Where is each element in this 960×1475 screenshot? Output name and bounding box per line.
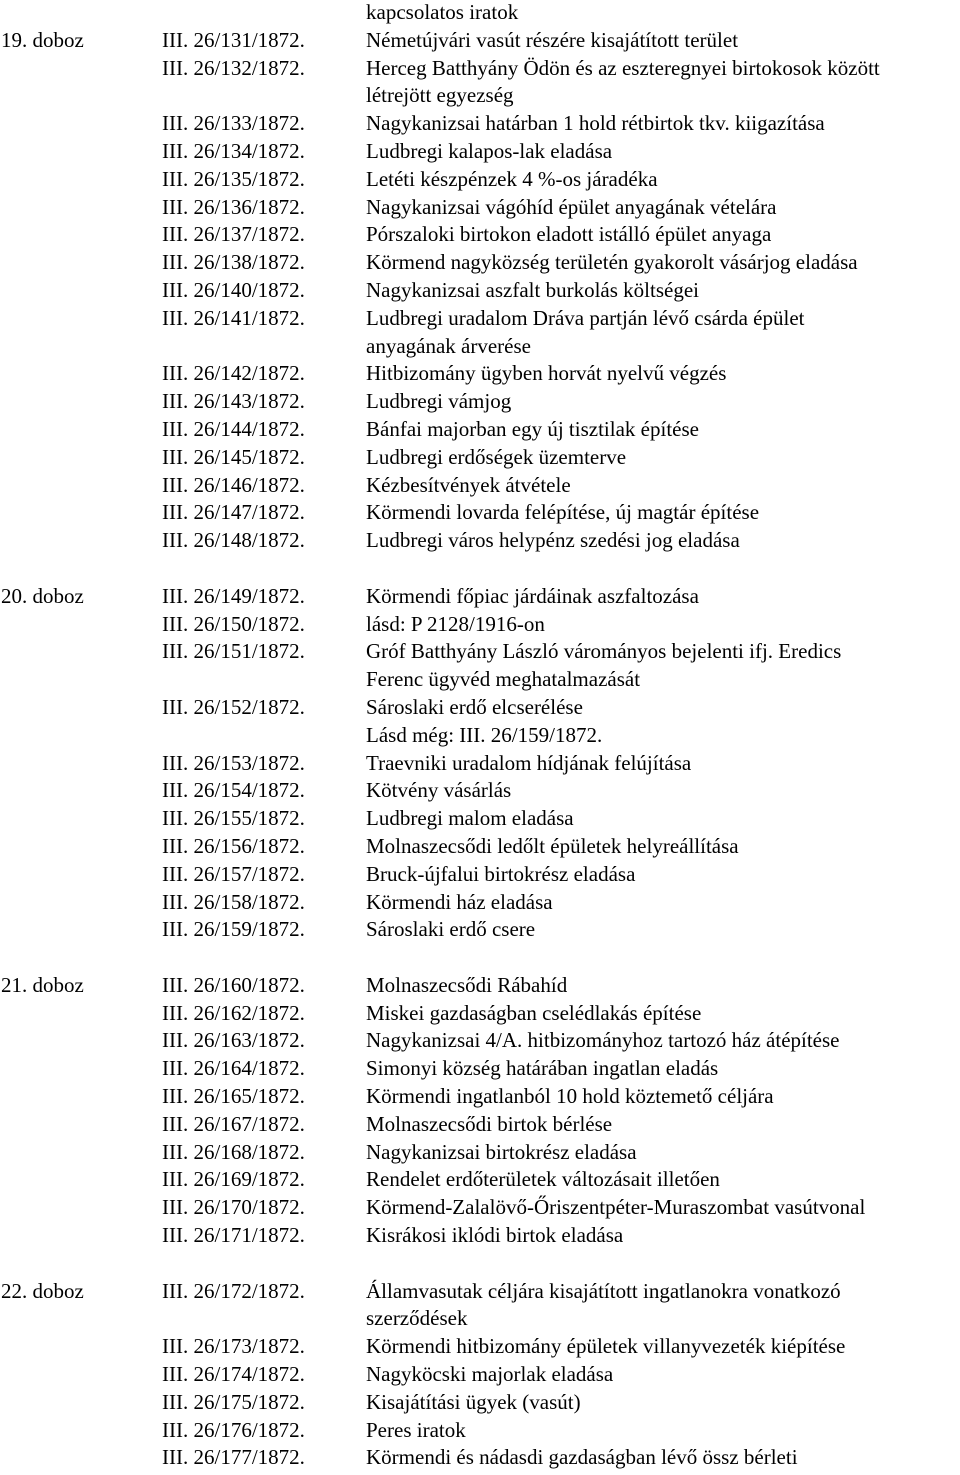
inventory-row <box>0 583 960 611</box>
reference-number: III. 26/162/1872. <box>162 1000 305 1025</box>
inventory-row <box>0 138 960 166</box>
reference-number: III. 26/172/1872. <box>162 1278 305 1303</box>
inventory-row <box>0 194 960 222</box>
reference-number: III. 26/149/1872. <box>162 583 305 608</box>
inventory-row <box>0 1389 960 1417</box>
record-description: Pórszaloki birtokon eladott istálló épület anyaga <box>366 222 772 247</box>
inventory-row <box>0 1027 960 1055</box>
record-description: Simonyi község határában ingatlan eladás <box>366 1056 719 1081</box>
inventory-row <box>0 527 960 555</box>
reference-number: III. 26/152/1872. <box>162 694 305 719</box>
record-description: Ludbregi uradalom Dráva partján lévő csárda épület <box>366 305 805 330</box>
inventory-row <box>0 277 960 305</box>
reference-number: III. 26/134/1872. <box>162 138 305 163</box>
record-description: Molnaszecsődi birtok bérlése <box>366 1111 613 1136</box>
reference-number: III. 26/141/1872. <box>162 305 305 330</box>
record-description: Traevniki uradalom hídjának felújítása <box>366 750 692 775</box>
record-description: Nagyköcski majorlak eladása <box>366 1362 614 1387</box>
record-description: Herceg Batthyány Ödön és az eszteregnyei birtokosok között <box>366 55 880 80</box>
reference-number: III. 26/135/1872. <box>162 166 305 191</box>
record-description: Körmendi ház eladása <box>366 889 553 914</box>
reference-number: III. 26/148/1872. <box>162 528 305 553</box>
inventory-row <box>0 221 960 249</box>
record-description: Molnaszecsődi Rábahíd <box>366 972 568 997</box>
inventory-row <box>0 833 960 861</box>
inventory-row <box>0 972 960 1000</box>
record-description: Hitbizomány ügyben horvát nyelvű végzés <box>366 361 727 386</box>
inventory-row <box>0 1278 960 1306</box>
inventory-row <box>0 1444 960 1472</box>
inventory-row <box>0 1222 960 1250</box>
inventory-row <box>0 1361 960 1389</box>
box-number: 21. doboz <box>1 972 84 997</box>
reference-number: III. 26/174/1872. <box>162 1362 305 1387</box>
record-description: létrejött egyezség <box>366 83 514 108</box>
box-number: 22. doboz <box>1 1278 84 1303</box>
reference-number: III. 26/131/1872. <box>162 27 305 52</box>
reference-number: III. 26/144/1872. <box>162 416 305 441</box>
box-number: 19. doboz <box>1 27 84 52</box>
box-number: 20. doboz <box>1 583 84 608</box>
reference-number: III. 26/143/1872. <box>162 389 305 414</box>
record-description: Körmend-Zalalövő-Őriszentpéter-Muraszombat vasútvonal <box>366 1195 866 1220</box>
inventory-row <box>0 861 960 889</box>
record-description: Körmendi főpiac járdáinak aszfaltozása <box>366 583 699 608</box>
record-description: Sároslaki erdő csere <box>366 917 536 942</box>
record-description: Körmend nagyközség területén gyakorolt vásárjog eladása <box>366 250 858 275</box>
record-description: lásd: P 2128/1916-on <box>366 611 545 636</box>
record-description: Kisrákosi iklódi birtok eladása <box>366 1223 624 1248</box>
record-description: Gróf Batthyány László várományos bejelenti ifj. Eredics <box>366 639 842 664</box>
record-description: anyagának árverése <box>366 333 531 358</box>
inventory-row <box>0 1417 960 1445</box>
record-description: Ludbregi város helypénz szedési jog eladása <box>366 528 740 553</box>
reference-number: III. 26/169/1872. <box>162 1167 305 1192</box>
inventory-row <box>0 472 960 500</box>
record-description: Kötvény vásárlás <box>366 778 512 803</box>
reference-number: III. 26/142/1872. <box>162 361 305 386</box>
inventory-row <box>0 27 960 55</box>
inventory-row <box>0 0 960 27</box>
inventory-row <box>0 1000 960 1028</box>
record-description: Kisajátítási ügyek (vasút) <box>366 1389 581 1414</box>
reference-number: III. 26/140/1872. <box>162 277 305 302</box>
record-description: Nagykanizsai birtokrész eladása <box>366 1139 637 1164</box>
record-description: Németújvári vasút részére kisajátított terület <box>366 27 739 52</box>
reference-number: III. 26/138/1872. <box>162 250 305 275</box>
reference-number: III. 26/176/1872. <box>162 1417 305 1442</box>
reference-number: III. 26/137/1872. <box>162 222 305 247</box>
inventory-row <box>0 1139 960 1167</box>
inventory-row <box>0 499 960 527</box>
record-description: Peres iratok <box>366 1417 466 1442</box>
inventory-row <box>0 638 960 666</box>
record-description: Bánfai majorban egy új tisztilak építése <box>366 416 699 441</box>
inventory-row <box>0 750 960 778</box>
reference-number: III. 26/168/1872. <box>162 1139 305 1164</box>
record-description: Államvasutak céljára kisajátított ingatlanokra vonatkozó <box>366 1278 841 1303</box>
inventory-row <box>0 110 960 138</box>
record-description: Körmendi ingatlanból 10 hold köztemető céljára <box>366 1084 774 1109</box>
record-description: Kézbesítvények átvétele <box>366 472 571 497</box>
inventory-row <box>0 360 960 388</box>
reference-number: III. 26/173/1872. <box>162 1334 305 1359</box>
reference-number: III. 26/146/1872. <box>162 472 305 497</box>
reference-number: III. 26/136/1872. <box>162 194 305 219</box>
record-description: Molnaszecsődi ledőlt épületek helyreállítása <box>366 833 739 858</box>
inventory-row <box>0 889 960 917</box>
inventory-row <box>0 777 960 805</box>
inventory-row <box>0 249 960 277</box>
inventory-row <box>0 444 960 472</box>
record-description: Letéti készpénzek 4 %-os járadéka <box>366 166 658 191</box>
inventory-row <box>0 305 960 333</box>
record-description: Sároslaki erdő elcserélése <box>366 694 583 719</box>
inventory-row <box>0 1083 960 1111</box>
inventory-row <box>0 1305 960 1333</box>
section-spacer <box>0 944 960 972</box>
record-description: Lásd még: III. 26/159/1872. <box>366 722 603 747</box>
record-description: Nagykanizsai aszfalt burkolás költségei <box>366 277 699 302</box>
reference-number: III. 26/167/1872. <box>162 1111 305 1136</box>
reference-number: III. 26/171/1872. <box>162 1223 305 1248</box>
reference-number: III. 26/132/1872. <box>162 55 305 80</box>
record-description: Miskei gazdaságban cselédlakás építése <box>366 1000 702 1025</box>
record-description: Körmendi és nádasdi gazdaságban lévő össz bérleti <box>366 1445 798 1470</box>
record-description: Ludbregi erdőségek üzemterve <box>366 444 627 469</box>
reference-number: III. 26/154/1872. <box>162 778 305 803</box>
reference-number: III. 26/165/1872. <box>162 1084 305 1109</box>
reference-number: III. 26/153/1872. <box>162 750 305 775</box>
inventory-row <box>0 611 960 639</box>
inventory-row <box>0 1166 960 1194</box>
reference-number: III. 26/175/1872. <box>162 1389 305 1414</box>
inventory-row <box>0 722 960 750</box>
inventory-row <box>0 166 960 194</box>
inventory-row <box>0 1194 960 1222</box>
reference-number: III. 26/177/1872. <box>162 1445 305 1470</box>
record-description: Ludbregi vámjog <box>366 389 512 414</box>
record-description: Rendelet erdőterületek változásait illetően <box>366 1167 720 1192</box>
reference-number: III. 26/160/1872. <box>162 972 305 997</box>
inventory-row <box>0 1055 960 1083</box>
record-description: kapcsolatos iratok <box>366 0 519 24</box>
reference-number: III. 26/156/1872. <box>162 833 305 858</box>
inventory-row <box>0 805 960 833</box>
reference-number: III. 26/163/1872. <box>162 1028 305 1053</box>
inventory-row <box>0 333 960 361</box>
record-description: szerződések <box>366 1306 468 1331</box>
reference-number: III. 26/157/1872. <box>162 861 305 886</box>
record-description: Nagykanizsai határban 1 hold rétbirtok tkv. kiigazítása <box>366 111 825 136</box>
record-description: Ludbregi malom eladása <box>366 806 574 831</box>
reference-number: III. 26/159/1872. <box>162 917 305 942</box>
record-description: Ferenc ügyvéd meghatalmazását <box>366 667 641 692</box>
section-spacer <box>0 1250 960 1278</box>
inventory-row <box>0 694 960 722</box>
inventory-row <box>0 1111 960 1139</box>
inventory-row <box>0 1333 960 1361</box>
reference-number: III. 26/158/1872. <box>162 889 305 914</box>
inventory-row <box>0 55 960 83</box>
reference-number: III. 26/150/1872. <box>162 611 305 636</box>
inventory-row <box>0 82 960 110</box>
reference-number: III. 26/164/1872. <box>162 1056 305 1081</box>
reference-number: III. 26/151/1872. <box>162 639 305 664</box>
reference-number: III. 26/155/1872. <box>162 806 305 831</box>
reference-number: III. 26/133/1872. <box>162 111 305 136</box>
record-description: Körmendi hitbizomány épületek villanyvezeték kiépítése <box>366 1334 846 1359</box>
inventory-row <box>0 388 960 416</box>
inventory-row <box>0 416 960 444</box>
reference-number: III. 26/145/1872. <box>162 444 305 469</box>
reference-number: III. 26/170/1872. <box>162 1195 305 1220</box>
inventory-row <box>0 666 960 694</box>
record-description: Nagykanizsai vágóhíd épület anyagának vételára <box>366 194 777 219</box>
inventory-row <box>0 916 960 944</box>
record-description: Ludbregi kalapos-lak eladása <box>366 138 613 163</box>
record-description: Nagykanizsai 4/A. hitbizományhoz tartozó ház átépítése <box>366 1028 840 1053</box>
record-description: Körmendi lovarda felépítése, új magtár építése <box>366 500 760 525</box>
record-description: Bruck-újfalui birtokrész eladása <box>366 861 636 886</box>
reference-number: III. 26/147/1872. <box>162 500 305 525</box>
section-spacer <box>0 555 960 583</box>
